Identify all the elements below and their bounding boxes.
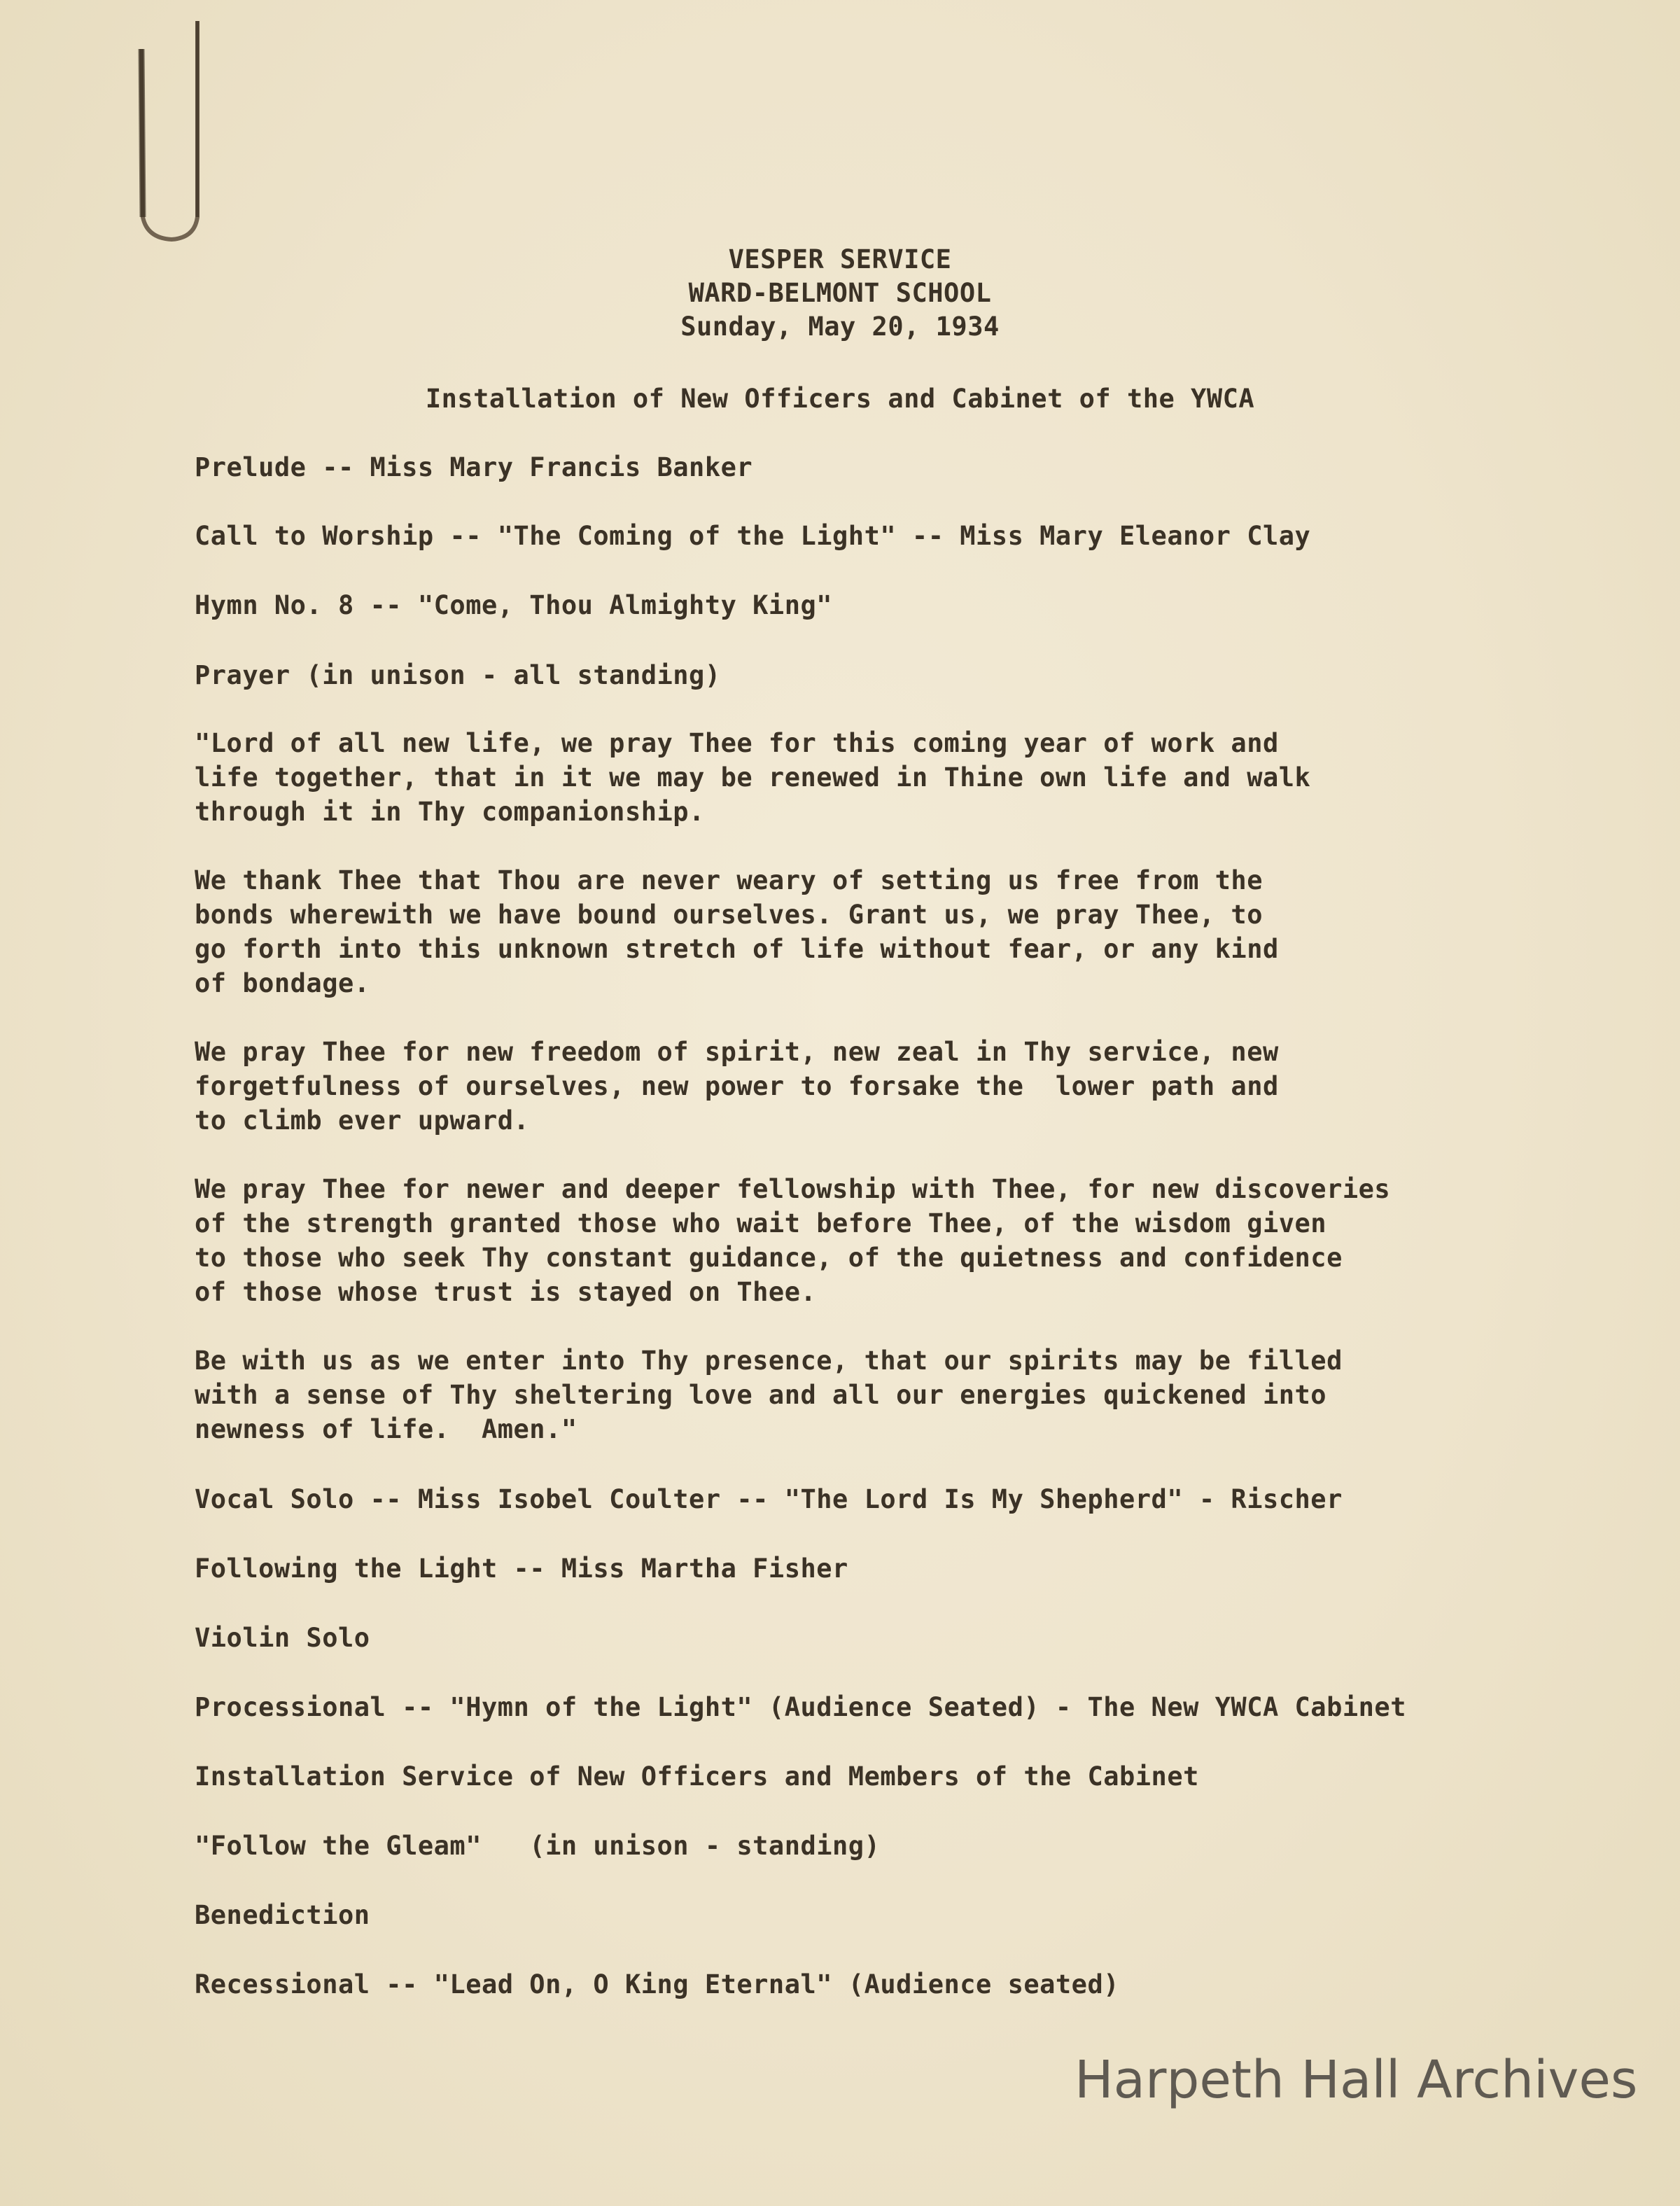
- prayer-line: to those who seek Thy constant guidance, of the quietness and confidence: [195, 1243, 1343, 1273]
- service-subtitle: Installation of New Officers and Cabinet of the YWCA: [425, 384, 1255, 414]
- prayer-line: We pray Thee for new freedom of spirit, new zeal in Thy service, new: [195, 1037, 1279, 1067]
- program-prelude: Prelude -- Miss Mary Francis Banker: [195, 452, 753, 482]
- prayer-line: with a sense of Thy sheltering love and all our energies quickened into: [195, 1380, 1327, 1410]
- prayer-line: forgetfulness of ourselves, new power to forsake the lower path and: [195, 1071, 1279, 1101]
- program-installation: Installation Service of New Officers and Members of the Cabinet: [195, 1761, 1199, 1792]
- prayer-line: go forth into this unknown stretch of life without fear, or any kind: [195, 934, 1279, 964]
- program-recessional: Recessional -- "Lead On, O King Eternal" (Audience seated): [195, 1969, 1120, 1999]
- prayer-line: to climb ever upward.: [195, 1105, 530, 1136]
- prayer-line: through it in Thy companionship.: [195, 797, 705, 827]
- school-name: WARD-BELMONT SCHOOL: [688, 278, 992, 308]
- program-call-to-worship: Call to Worship -- "The Coming of the Light" -- Miss Mary Eleanor Clay: [195, 521, 1311, 551]
- prayer-line: life together, that in it we may be renewed in Thine own life and walk: [195, 762, 1311, 793]
- program-vocal-solo: Vocal Solo -- Miss Isobel Coulter -- "The Lord Is My Shepherd" - Rischer: [195, 1484, 1343, 1514]
- prayer-line: We thank Thee that Thou are never weary of setting us free from the: [195, 865, 1263, 895]
- prayer-line: "Lord of all new life, we pray Thee for this coming year of work and: [195, 728, 1279, 758]
- prayer-line: We pray Thee for newer and deeper fellowship with Thee, for new discoveries: [195, 1174, 1391, 1204]
- prayer-line: newness of life. Amen.": [195, 1414, 578, 1444]
- prayer-line: of the strength granted those who wait before Thee, of the wisdom given: [195, 1208, 1327, 1238]
- service-date: Sunday, May 20, 1934: [680, 312, 1000, 342]
- program-prayer-heading: Prayer (in unison - all standing): [195, 660, 721, 690]
- document-title: VESPER SERVICE: [728, 244, 952, 274]
- program-follow-gleam: "Follow the Gleam" (in unison - standing): [195, 1831, 881, 1861]
- program-following-light: Following the Light -- Miss Martha Fisher: [195, 1554, 848, 1584]
- program-processional: Processional -- "Hymn of the Light" (Audience Seated) - The New YWCA Cabinet: [195, 1692, 1406, 1722]
- prayer-line: of those whose trust is stayed on Thee.: [195, 1277, 817, 1307]
- prayer-line: bonds wherewith we have bound ourselves. Grant us, we pray Thee, to: [195, 900, 1263, 930]
- program-violin-solo: Violin Solo: [195, 1623, 370, 1653]
- prayer-line: of bondage.: [195, 968, 370, 998]
- program-hymn: Hymn No. 8 -- "Come, Thou Almighty King": [195, 590, 833, 620]
- archive-watermark: Harpeth Hall Archives: [1074, 2050, 1638, 2110]
- program-benediction: Benediction: [195, 1900, 370, 1930]
- prayer-line: Be with us as we enter into Thy presence, that our spirits may be filled: [195, 1346, 1343, 1376]
